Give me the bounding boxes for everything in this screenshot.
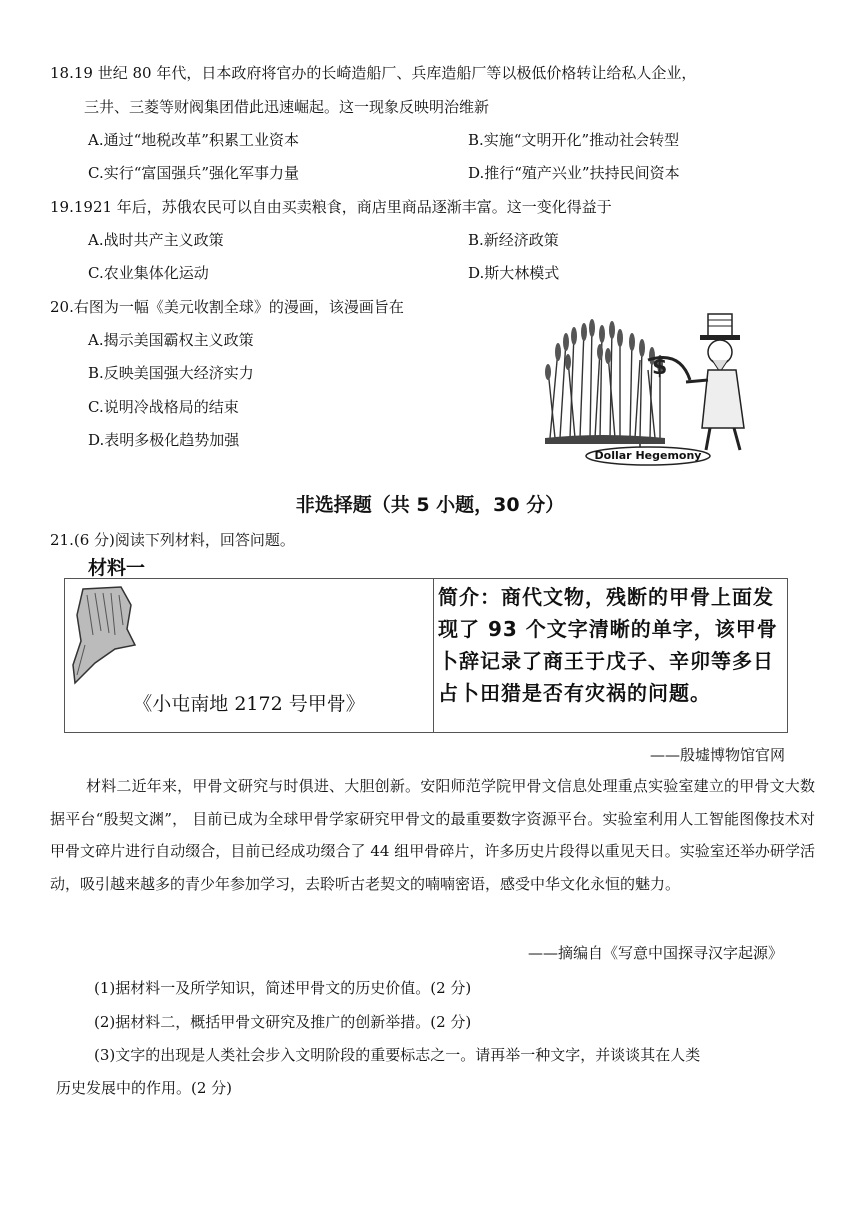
svg-text:$: $	[652, 355, 668, 380]
q21-sub3-line1: (3)文字的出现是人类社会步入文明阶段的重要标志之一。请再举一种文字，并谈谈其在人类	[94, 1046, 701, 1064]
q20-option-c: C.说明冷战格局的结束	[88, 398, 239, 416]
oracle-bone-cell	[65, 579, 434, 733]
material1-table	[64, 578, 788, 733]
q18-stem-line2: 三井、三菱等财阀集团借此迅速崛起。这一现象反映明治维新	[84, 98, 490, 116]
q18-option-b: B.实施“文明开化”推动社会转型	[468, 131, 680, 149]
cartoon-label: Dollar Hegemony	[594, 449, 702, 462]
q20-option-a: A.揭示美国霸权主义政策	[88, 331, 254, 349]
q21-sub1: (1)据材料一及所学知识，简述甲骨文的历史价值。(2 分)	[94, 979, 472, 997]
oracle-bone-caption: 《小屯南地 2172 号甲骨》	[133, 693, 365, 715]
q18-option-a: A.通过“地税改革”积累工业资本	[88, 131, 299, 149]
q20-option-d: D.表明多极化趋势加强	[88, 431, 240, 449]
oracle-bone-icon	[65, 585, 155, 685]
dollar-hegemony-cartoon	[540, 310, 765, 467]
q19-option-d: D.斯大林模式	[468, 264, 560, 282]
q19-stem: 19.1921 年后，苏俄农民可以自由买卖粮食，商店里商品逐渐丰富。这一变化得益于	[50, 198, 612, 216]
q21-stem: 21.(6 分)阅读下列材料，回答问题。	[50, 531, 295, 549]
material1-label: 材料一	[88, 557, 146, 579]
q21-sub3-line2: 历史发展中的作用。(2 分)	[56, 1079, 233, 1097]
source-book: ——摘编自《写意中国探寻汉字起源》	[528, 944, 784, 962]
source-museum: ——殷墟博物馆官网	[650, 746, 786, 764]
material2-paragraph: 材料二近年来，甲骨文研究与时俱进、大胆创新。安阳师范学院甲骨文信息处理重点实验室建立的甲骨文大数据平台“殷契文渊”， 目前已成为全球甲骨学家研究甲骨文的最重要数字资源平台。实验室利用人工智能图像技术对甲骨文碎片进行自动缀合，目前已经成功缀合了 44 组甲骨碎片，许多历史片段得以重见天日。实验室还举办研学活动，吸引越来越多的青少年参加学习，去聆听古老契文的喃喃密语，感受中华文化永恒的魅力。	[50, 777, 815, 893]
q19-option-c: C.农业集体化运动	[88, 264, 209, 282]
q19-option-a: A.战时共产主义政策	[88, 231, 224, 249]
material1-intro: 简介：商代文物，残断的甲骨上面发现了 93 个文字清晰的单字，该甲骨卜辞记录了商王于戊子、辛卯等多日占卜田猎是否有灾祸的问题。	[434, 579, 788, 733]
q18-stem-line1: 18.19 世纪 80 年代，日本政府将官办的长崎造船厂、兵库造船厂等以极低价格转让给私人企业，	[50, 64, 697, 82]
q18-option-d: D.推行“殖产兴业”扶持民间资本	[468, 164, 680, 182]
section-title: 非选择题（共 5 小题，30 分）	[295, 494, 565, 516]
q20-stem: 20.右图为一幅《美元收割全球》的漫画，该漫画旨在	[50, 298, 404, 316]
harvest-cartoon-icon	[540, 310, 765, 467]
q21-sub2: (2)据材料二，概括甲骨文研究及推广的创新举措。(2 分)	[94, 1013, 472, 1031]
q20-option-b: B.反映美国强大经济实力	[88, 364, 254, 382]
q19-option-b: B.新经济政策	[468, 231, 559, 249]
q18-option-c: C.实行“富国强兵”强化军事力量	[88, 164, 300, 182]
